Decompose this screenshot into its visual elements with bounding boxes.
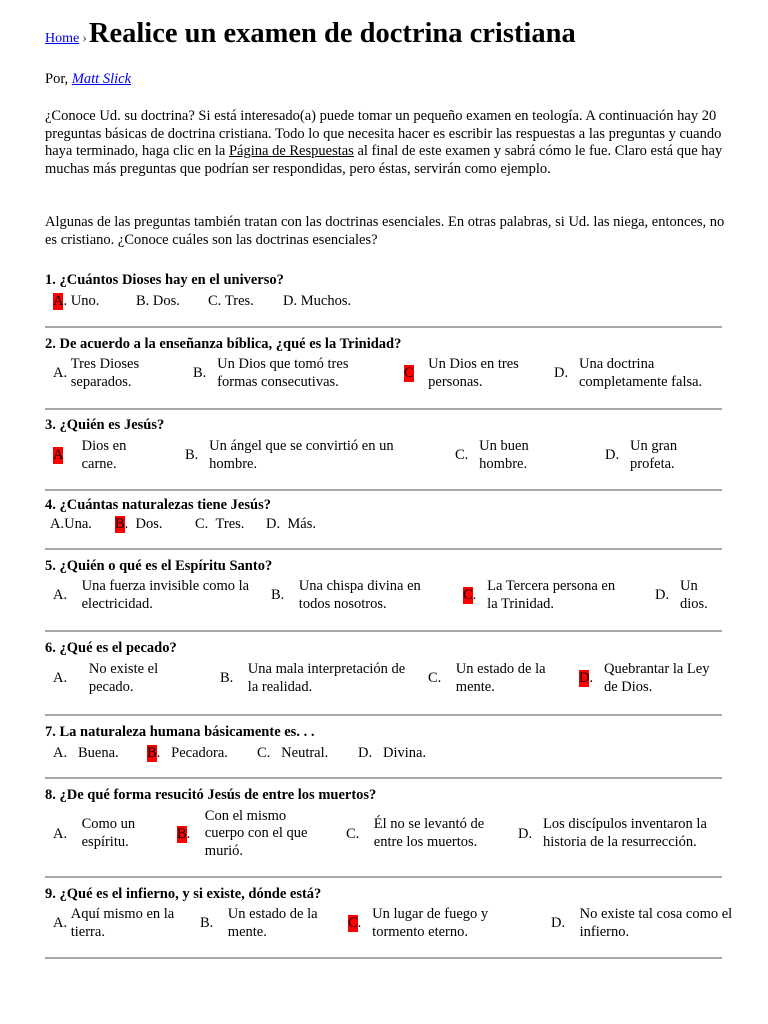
option-text: Dos. — [152, 293, 180, 309]
option-text: Una. — [64, 516, 92, 532]
option-letter: A — [53, 745, 64, 761]
option-letter: B — [193, 365, 203, 382]
option-text: Divina. — [382, 745, 427, 761]
option-b[interactable]: B . Dos. — [136, 293, 180, 309]
option-c[interactable]: C . La Tercera persona en la Trinidad. — [463, 578, 627, 613]
option-text: Un buen hombre. — [479, 438, 529, 472]
option-text: No existe el pecado. — [88, 661, 159, 695]
question-9 — [45, 886, 733, 946]
option-text: Un ángel que se convirtió en un hombre. — [209, 438, 394, 472]
option-d[interactable]: D . Muchos. — [283, 293, 352, 309]
option-letter: C — [428, 670, 438, 687]
option-d[interactable]: D . Quebrantar la Ley de Dios. — [579, 661, 724, 696]
option-d[interactable]: D . No existe tal cosa como el infierno. — [551, 906, 745, 941]
option-letter: B — [147, 745, 157, 761]
divider — [45, 408, 722, 410]
option-text: Una fuerza invisible como la electricidad. — [81, 578, 250, 612]
option-c[interactable]: C . Un estado de la mente. — [428, 661, 546, 695]
question-7 — [45, 724, 722, 764]
option-a[interactable]: A . Una fuerza invisible como la electricidad. — [53, 578, 252, 613]
question-2 — [45, 336, 722, 396]
option-text: Tres. — [215, 516, 245, 532]
divider — [45, 489, 722, 491]
author-line — [45, 71, 131, 88]
option-text: Un dios. — [679, 578, 708, 612]
option-letter: A — [53, 587, 64, 604]
option-a[interactable]: A . Buena. — [53, 745, 119, 761]
option-b[interactable]: B . Un ángel que se convirtió en un hombre. — [185, 438, 409, 473]
option-letter: C — [404, 365, 414, 382]
option-a[interactable]: A . Como un espíritu. — [53, 808, 162, 860]
question-6 — [45, 640, 722, 700]
option-letter: A — [50, 516, 61, 532]
option-d[interactable]: D . Un dios. — [655, 578, 720, 613]
option-letter: B — [220, 670, 230, 687]
option-c[interactable]: C . Tres. — [195, 516, 245, 532]
option-text: Una chispa divina en todos nosotros. — [298, 578, 421, 612]
option-text: Dos. — [135, 516, 163, 532]
option-text: Quebrantar la Ley de Dios. — [603, 661, 710, 695]
question-title: 9. ¿Qué es el infierno, y si existe, dónde está? — [45, 886, 322, 902]
option-letter: C — [348, 915, 358, 932]
option-letter: C — [455, 447, 465, 464]
option-text: Neutral. — [281, 745, 329, 761]
breadcrumb-separator: › — [82, 31, 87, 46]
home-link[interactable]: Home — [45, 31, 80, 46]
option-text: Muchos. — [300, 293, 352, 309]
question-title: 5. ¿Quién o qué es el Espíritu Santo? — [45, 558, 273, 574]
option-b[interactable]: B . Un Dios que tomó tres formas consecutivas. — [193, 356, 367, 391]
page-title: Realice un examen de doctrina cristiana — [88, 18, 576, 49]
option-c[interactable] — [404, 356, 533, 391]
option-c[interactable]: C . Un buen hombre. — [455, 438, 559, 473]
option-a[interactable]: A . Uno. — [53, 293, 100, 309]
option-text: Tres. — [224, 293, 254, 309]
page-header — [45, 18, 576, 50]
option-text: Aquí mismo en la tierra. — [70, 906, 175, 940]
option-text: Un estado de la mente. — [455, 661, 546, 695]
option-letter: B — [115, 516, 125, 532]
option-letter: D — [518, 825, 529, 842]
question-title: 4. ¿Cuántas naturalezas tiene Jesús? — [45, 497, 271, 513]
option-text: Pecadora. — [171, 745, 228, 761]
divider — [45, 777, 722, 779]
option-c[interactable]: C . Neutral. — [257, 745, 329, 761]
option-letter: C — [195, 516, 205, 532]
option-text: Un Dios que tomó tres formas consecutivas. — [217, 356, 349, 390]
question-title: 1. ¿Cuántos Dioses hay en el universo? — [45, 272, 284, 288]
option-b[interactable]: B . Pecadora. — [147, 745, 228, 761]
question-4 — [45, 497, 722, 537]
option-letter: B — [271, 587, 281, 604]
option-a[interactable] — [53, 438, 152, 473]
option-d[interactable]: D . Una doctrina completamente falsa. — [554, 356, 719, 391]
option-text: Tres Dioses separados. — [70, 356, 140, 390]
option-text: Un estado de la mente. — [227, 906, 318, 940]
option-letter: A — [53, 825, 64, 842]
option-letter: D — [579, 670, 590, 687]
option-letter: B — [136, 293, 146, 309]
option-b[interactable]: B . Un estado de la mente. — [200, 906, 338, 941]
intro-paragraph-1 — [45, 108, 725, 178]
option-d[interactable]: D . Un gran profeta. — [605, 438, 700, 473]
option-letter: B — [200, 915, 210, 932]
option-d[interactable]: D . Divina. — [358, 745, 427, 761]
question-title: 6. ¿Qué es el pecado? — [45, 640, 177, 656]
divider — [45, 326, 722, 328]
option-b[interactable]: B . Dos. — [115, 516, 163, 532]
option-letter: D — [358, 745, 369, 761]
question-title: 7. La naturaleza humana básicamente es. . . — [45, 724, 315, 740]
option-letter: A — [53, 293, 64, 309]
option-letter: C — [257, 745, 267, 761]
option-letter: D — [554, 365, 565, 382]
option-c[interactable]: C . Un lugar de fuego y tormento eterno. — [348, 906, 512, 941]
option-letter: C — [346, 825, 356, 842]
divider — [45, 714, 722, 716]
option-text: Con el mismo cuerpo con el que murió. — [204, 807, 308, 859]
intro-text-a: ¿Conoce Ud. su doctrina? Si está interesado(a) puede tomar un pequeño examen en teología. A continuación hay 20 preguntas básicas de doctrina cristiana. Todo lo que necesita hacer es escribir las respuestas a las preguntas y cuando haya terminado, haga clic en la — [45, 108, 722, 160]
author-link[interactable]: Matt Slick — [71, 71, 132, 87]
option-a[interactable]: A . Aquí mismo en la tierra. — [53, 906, 181, 941]
option-letter: B — [177, 825, 187, 842]
option-text: Él no se levantó de entre los muertos. — [373, 816, 485, 850]
option-letter: C — [463, 587, 473, 604]
question-3 — [45, 417, 722, 477]
option-text: Un gran profeta. — [629, 438, 678, 472]
option-d[interactable]: D . Más. — [266, 516, 316, 532]
option-letter: D — [655, 587, 666, 604]
option-d[interactable]: D . Los discípulos inventaron la historia de la resurrección. — [518, 808, 723, 860]
option-text: No existe tal cosa como el infierno. — [579, 906, 733, 940]
option-text: Más. — [287, 516, 316, 532]
option-text: Como un espíritu. — [81, 816, 136, 850]
question-5 — [45, 558, 722, 618]
option-text: Una doctrina completamente falsa. — [578, 356, 703, 390]
option-b[interactable]: B . Con el mismo cuerpo con el que murió. — [177, 808, 320, 860]
divider — [45, 957, 722, 959]
option-a[interactable]: A . Una. — [50, 516, 92, 532]
intro-paragraph-2: Algunas de las preguntas también tratan con las doctrinas esenciales. En otras palabras, si Ud. las niega, entonces, no es cristiano. ¿Conoce cuáles son las doctrinas esenciales? — [45, 214, 725, 248]
divider — [45, 630, 722, 632]
option-letter: A — [53, 447, 64, 464]
question-1 — [45, 272, 722, 312]
option-letter: D — [283, 293, 294, 309]
divider — [45, 876, 722, 878]
option-letter: D — [551, 915, 562, 932]
option-letter: D — [266, 516, 277, 532]
option-letter: C — [208, 293, 218, 309]
option-letter: A — [53, 915, 64, 932]
question-title: 8. ¿De qué forma resucitó Jesús de entre los muertos? — [45, 787, 377, 803]
option-text: Un lugar de fuego y tormento eterno. — [372, 906, 489, 940]
option-b[interactable]: B . Una chispa divina en todos nosotros. — [271, 578, 439, 613]
option-letter: A — [53, 365, 64, 382]
option-text: La Tercera persona en la Trinidad. — [487, 578, 616, 612]
question-title: 2. De acuerdo a la enseñanza bíblica, ¿qué es la Trinidad? — [45, 336, 402, 352]
option-a[interactable]: A . No existe el pecado. — [53, 661, 179, 696]
option-text: Los discípulos inventaron la historia de la resurrección. — [542, 816, 707, 850]
question-title: 3. ¿Quién es Jesús? — [45, 417, 165, 433]
option-a[interactable]: A . Tres Dioses separados. — [53, 356, 161, 391]
intro-text-b: al final de este examen y sabrá cómo le fue. Claro está que hay muchas más preguntas que podrían ser respondidas, pero éstas, servirán como ejemplo. — [45, 143, 723, 177]
answers-page-link[interactable]: Página de Respuestas — [228, 143, 354, 160]
question-8 — [45, 787, 722, 863]
divider — [45, 548, 722, 550]
option-text: Dios en carne. — [81, 438, 127, 472]
option-text: Una mala interpretación de la realidad. — [247, 661, 406, 695]
option-text: Uno. — [70, 293, 100, 309]
option-c[interactable]: C . Él no se levantó de entre los muertos. — [346, 808, 499, 860]
option-b[interactable]: B . Una mala interpretación de la realidad. — [220, 661, 408, 696]
option-letter: A — [53, 670, 64, 687]
option-text: Buena. — [77, 745, 119, 761]
option-c[interactable]: C . Tres. — [208, 293, 254, 309]
option-letter: B — [185, 447, 195, 464]
option-text: Un Dios en tres personas. — [428, 356, 519, 390]
author-prefix: Por, — [45, 71, 69, 87]
option-letter: D — [605, 447, 616, 464]
